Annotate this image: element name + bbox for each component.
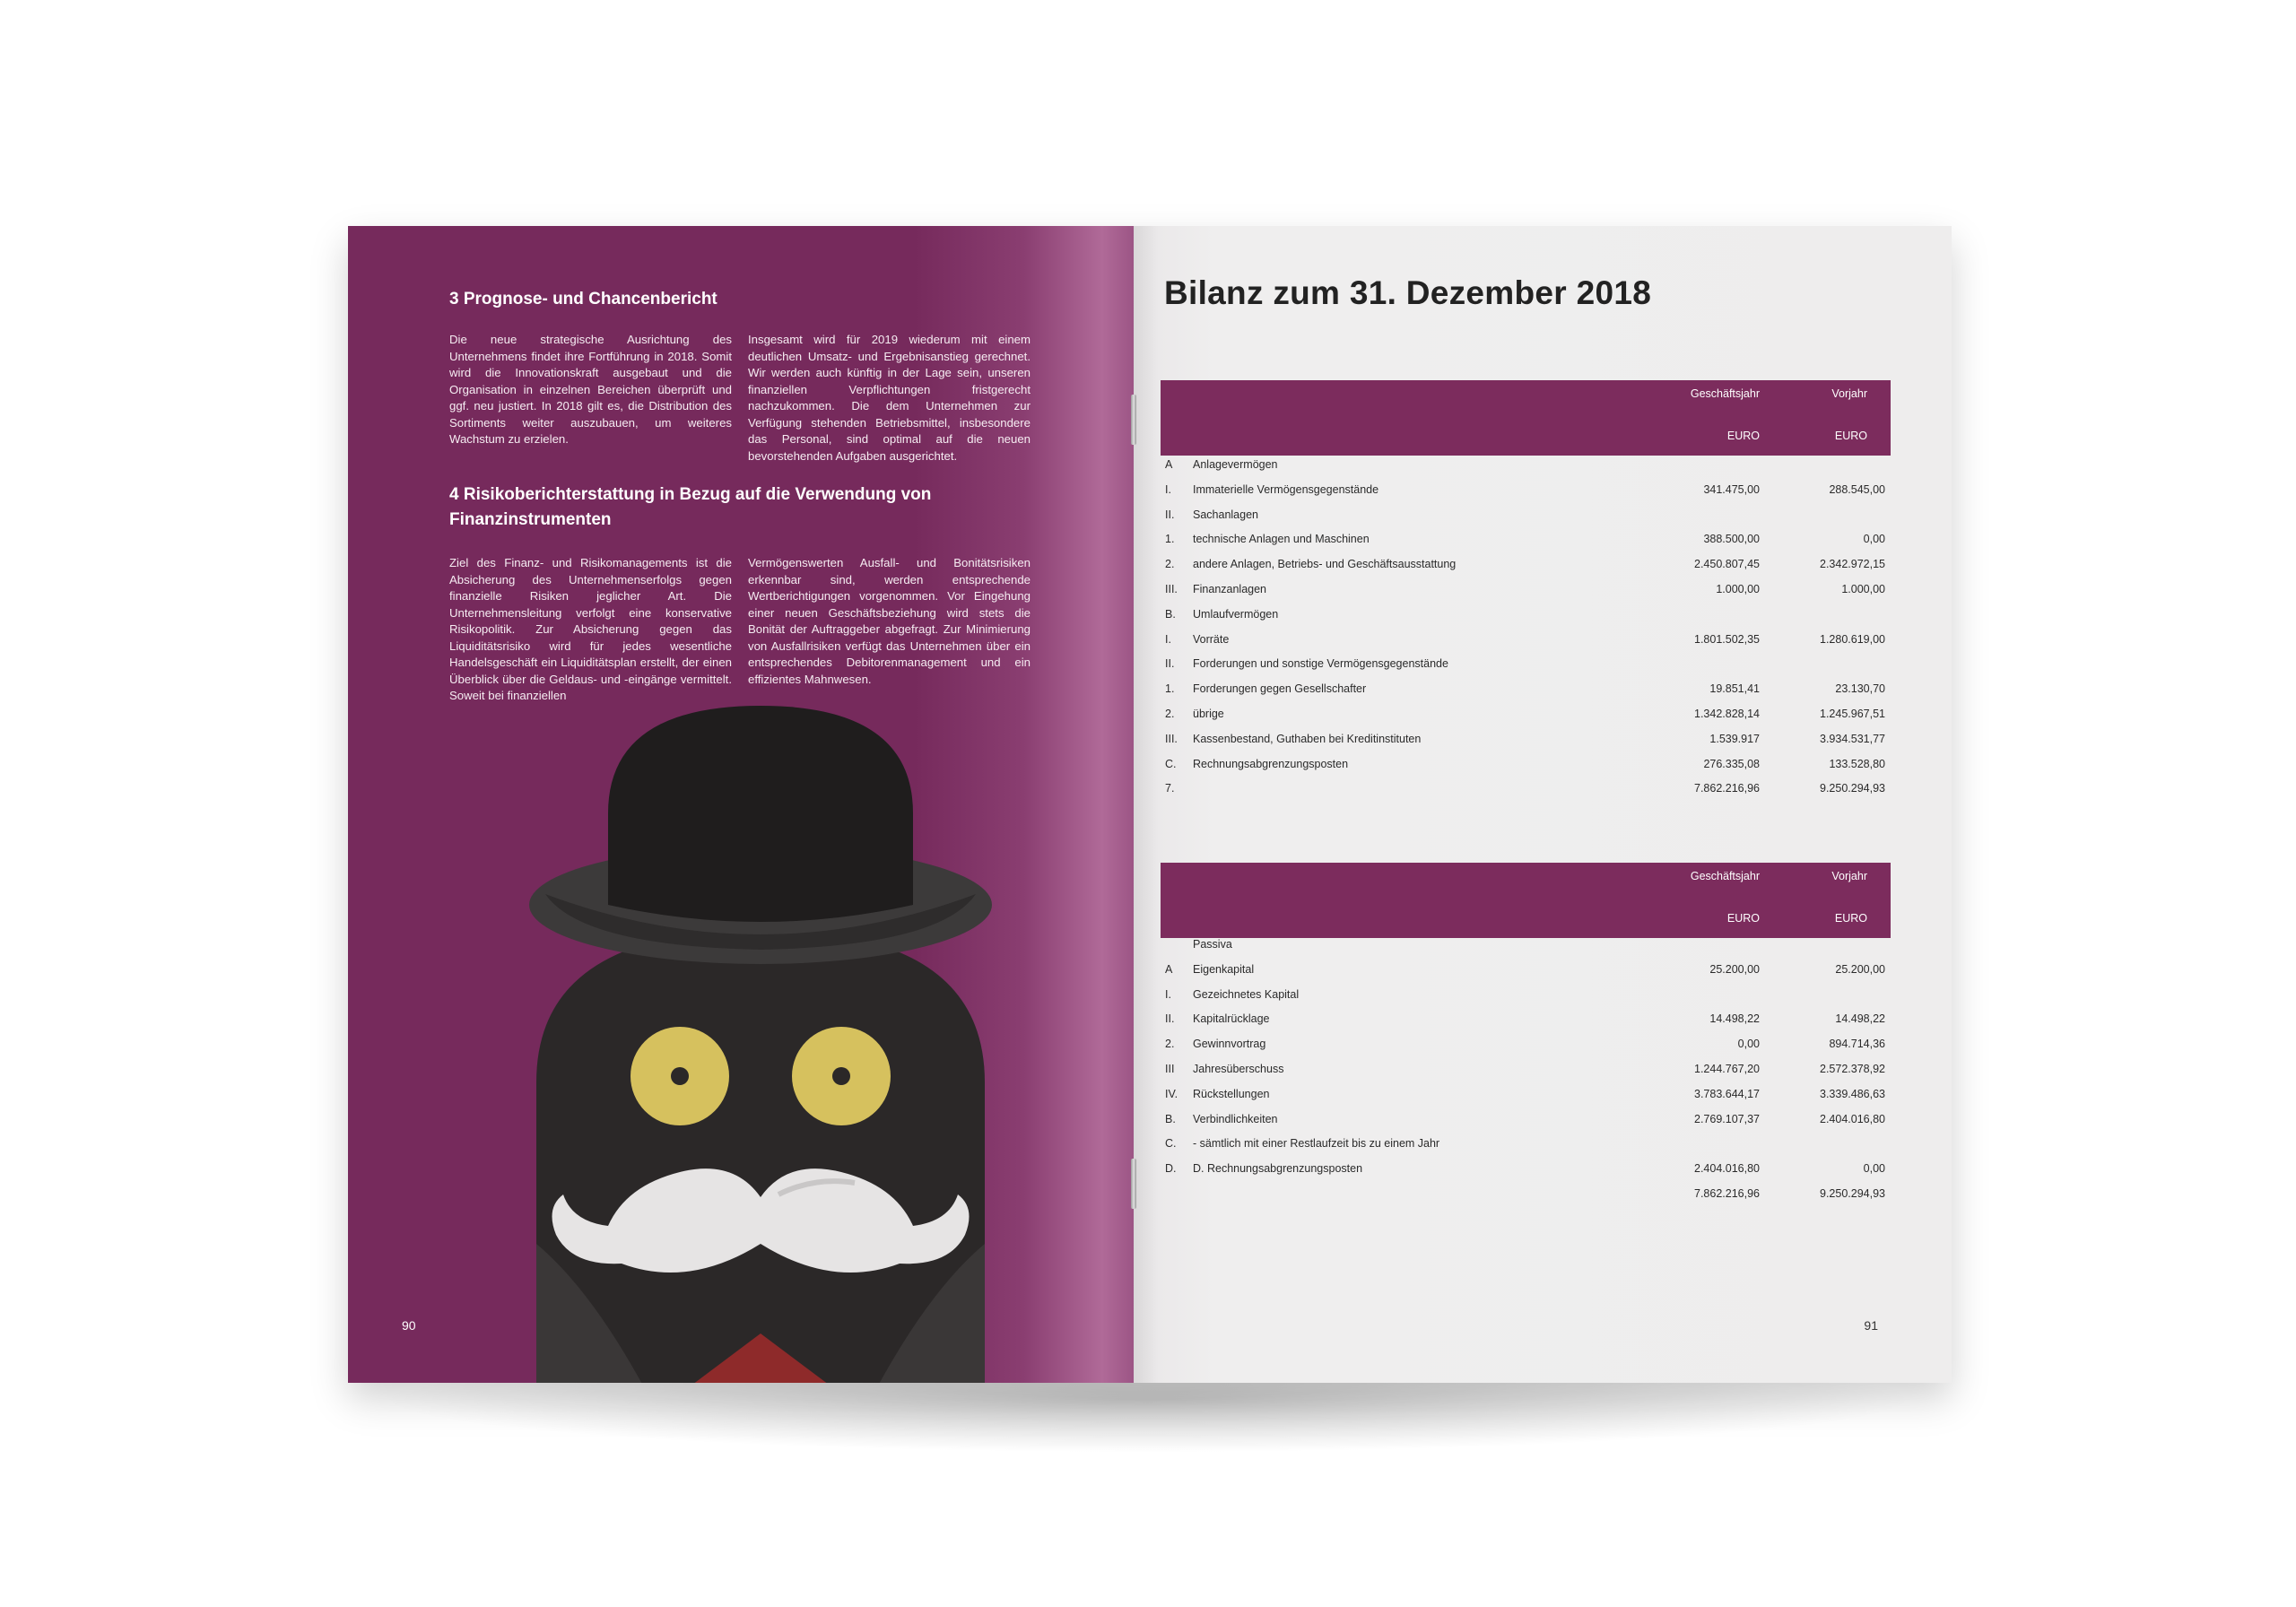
row-value-previous: 2.404.016,80 <box>1820 1112 1885 1125</box>
row-value-current: 14.498,22 <box>1709 1012 1760 1026</box>
row-code: 1. <box>1165 682 1175 696</box>
table-row <box>1161 554 1891 579</box>
row-label: Passiva <box>1193 938 1232 951</box>
table-row <box>1161 960 1891 985</box>
header-geschaeftsjahr: Geschäftsjahr <box>1690 870 1760 882</box>
table-row <box>1161 1184 1891 1209</box>
left-pupil <box>671 1067 689 1085</box>
heading-risiko: 4 Risikoberichterstattung in Bezug auf die Verwendung von Finanzinstrumenten <box>449 485 932 529</box>
table-row <box>1161 985 1891 1010</box>
row-value-current: 25.200,00 <box>1709 962 1760 976</box>
row-code: I. <box>1165 987 1171 1001</box>
text-column-1: Die neue strategische Ausrichtung des Unternehmens findet ihre Fortführung in 2018. Somit wird die Innovationskraft ausgebaut und die Organisation in einzelnen Bereichen überprüft und ggf. neu justiert. In 2018 gilt es, die Distribution des Sortiments weiter auszubauen, um weiteres Wachstum zu erzielen. <box>449 333 732 446</box>
mustache-gentleman-illustration <box>509 706 1012 1383</box>
right-pupil <box>832 1067 850 1085</box>
row-value-current: 2.769.107,37 <box>1694 1112 1760 1125</box>
page-number-left: 90 <box>402 1318 416 1333</box>
row-code: 7. <box>1165 782 1175 795</box>
header-unit-current: EURO <box>1726 912 1760 925</box>
hat-crown <box>608 706 913 922</box>
aktiva-table-body <box>1161 455 1891 804</box>
row-label: Immaterielle Vermögensgegenstände <box>1193 482 1379 496</box>
row-value-previous: 133.528,80 <box>1829 757 1885 770</box>
row-code: 1. <box>1165 533 1175 546</box>
row-code: II. <box>1165 1012 1175 1026</box>
table-row <box>1161 529 1891 554</box>
row-label: Finanzanlagen <box>1193 582 1267 595</box>
row-label: - sämtlich mit einer Restlaufzeit bis zu einem Jahr <box>1193 1137 1440 1151</box>
row-code: C. <box>1165 757 1177 770</box>
table-row <box>1161 754 1891 779</box>
row-value-previous: 9.250.294,93 <box>1820 782 1885 795</box>
row-label: Forderungen gegen Gesellschafter <box>1193 682 1367 696</box>
row-code: C. <box>1165 1137 1177 1151</box>
row-value-previous: 0,00 <box>1863 1162 1885 1176</box>
row-code: III. <box>1165 732 1178 745</box>
row-code: III. <box>1165 582 1178 595</box>
table-row <box>1161 455 1891 480</box>
character-body <box>536 930 985 1383</box>
header-vorjahr: Vorjahr <box>1831 870 1867 882</box>
row-label: Umlaufvermögen <box>1193 607 1279 621</box>
row-code: D. <box>1165 1162 1177 1176</box>
row-code: IV. <box>1165 1087 1178 1100</box>
left-page <box>348 226 1134 1383</box>
brochure-spread <box>348 226 1952 1383</box>
row-label: Kapitalrücklage <box>1193 1012 1270 1026</box>
row-value-current: 1.801.502,35 <box>1694 632 1760 646</box>
row-code: B. <box>1165 607 1176 621</box>
row-code: II. <box>1165 657 1175 671</box>
table-row <box>1161 1159 1891 1184</box>
row-value-previous: 25.200,00 <box>1835 962 1885 976</box>
row-value-previous: 894.714,36 <box>1829 1038 1885 1051</box>
row-value-current: 1.539.917 <box>1709 732 1760 745</box>
staple-top <box>1131 395 1136 445</box>
row-code: B. <box>1165 1112 1176 1125</box>
row-label: Gezeichnetes Kapital <box>1193 987 1300 1001</box>
row-value-current: 341.475,00 <box>1703 482 1760 496</box>
row-value-previous: 1.280.619,00 <box>1820 632 1885 646</box>
text-column-2: Insgesamt wird für 2019 wiederum mit einem deutlichen Umsatz- und Ergebnisanstieg gerechnet. Wir werden auch künftig in der Lage sein, unseren finanziellen Verpflichtungen fristgerecht nachzukommen. Die dem Unternehmen zur Verfügung stehenden Betriebsmittel, insbesondere das Personal, sind optimal auf die neuen bevorstehenden Aufgaben ausgerichtet. <box>748 333 1031 463</box>
row-label: Gewinnvortrag <box>1193 1038 1266 1051</box>
table-row <box>1161 1134 1891 1159</box>
table-row <box>1161 480 1891 505</box>
row-value-current: 19.851,41 <box>1709 682 1760 696</box>
row-code: A <box>1165 458 1173 471</box>
row-value-previous: 3.934.531,77 <box>1820 732 1885 745</box>
row-value-current: 2.450.807,45 <box>1694 558 1760 571</box>
right-page <box>1134 226 1952 1383</box>
table-row <box>1161 654 1891 679</box>
row-label: übrige <box>1193 707 1224 720</box>
passiva-table-body <box>1161 934 1891 1209</box>
row-value-previous: 14.498,22 <box>1835 1012 1885 1026</box>
text-column-3: Ziel des Finanz- und Risikomanagements ist die Absicherung des Unternehmenserfolgs gegen finanzielle Risiken jeglicher Art. Die Unternehmensleitung verfolgt eine konservative Risikopolitik. Zur Absicherung gegen das Liquiditätsrisiko wird für jedes wesentliche Handelsgeschäft ein Liquiditätsplan erstellt, der einen Überblick über die Geldaus- und -eingänge vermittelt. Soweit bei finanziellen <box>449 556 732 702</box>
row-value-current: 1.000,00 <box>1716 582 1760 595</box>
table-row <box>1161 778 1891 804</box>
row-label: Jahresüberschuss <box>1193 1062 1284 1075</box>
header-vorjahr: Vorjahr <box>1831 387 1867 400</box>
row-code: 2. <box>1165 707 1175 720</box>
header-unit-previous: EURO <box>1834 430 1867 442</box>
row-label: technische Anlagen und Maschinen <box>1193 533 1370 546</box>
header-unit-previous: EURO <box>1834 912 1867 925</box>
row-label: andere Anlagen, Betriebs- und Geschäftsausstattung <box>1193 558 1457 571</box>
header-geschaeftsjahr: Geschäftsjahr <box>1690 387 1760 400</box>
row-value-previous: 1.245.967,51 <box>1820 707 1885 720</box>
row-label: Forderungen und sonstige Vermögensgegenstände <box>1193 657 1448 671</box>
row-value-previous: 288.545,00 <box>1829 482 1885 496</box>
table-row <box>1161 1059 1891 1084</box>
row-code: 2. <box>1165 558 1175 571</box>
row-value-previous: 0,00 <box>1863 533 1885 546</box>
row-label: Anlagevermögen <box>1193 458 1278 471</box>
table-row <box>1161 630 1891 655</box>
row-label: Rückstellungen <box>1193 1087 1270 1100</box>
row-label: Sachanlagen <box>1193 508 1258 521</box>
row-label: Verbindlichkeiten <box>1193 1112 1278 1125</box>
table-row <box>1161 579 1891 604</box>
table-row <box>1161 1034 1891 1059</box>
staple-bottom <box>1131 1159 1136 1209</box>
row-value-current: 3.783.644,17 <box>1694 1087 1760 1100</box>
row-code: I. <box>1165 482 1171 496</box>
table-row <box>1161 1084 1891 1109</box>
row-value-current: 7.862.216,96 <box>1694 1186 1760 1200</box>
row-value-previous: 23.130,70 <box>1835 682 1885 696</box>
row-code: I. <box>1165 632 1171 646</box>
aktiva-table-header <box>1161 380 1891 456</box>
row-value-current: 0,00 <box>1737 1038 1760 1051</box>
row-label: D. Rechnungsabgrenzungsposten <box>1193 1162 1363 1176</box>
row-value-previous: 9.250.294,93 <box>1820 1186 1885 1200</box>
row-label: Vorräte <box>1193 632 1230 646</box>
passiva-table-header <box>1161 863 1891 938</box>
table-row <box>1161 505 1891 530</box>
text-column-4: Vermögenswerten Ausfall- und Bonitätsrisiken erkennbar sind, werden entsprechende Wertberichtigungen vorgenommen. Vor Eingehung einer neuen Geschäftsbeziehung wird stets die Bonität der Auftraggeber abgefragt. Zur Minimierung von Ausfallrisiken verfügt das Unternehmen über ein entsprechendes Debitorenmanagement und ein effizientes Mahnwesen. <box>748 556 1031 686</box>
table-row <box>1161 704 1891 729</box>
row-value-current: 388.500,00 <box>1703 533 1760 546</box>
row-code: III <box>1165 1062 1175 1075</box>
table-row <box>1161 679 1891 704</box>
row-value-previous: 3.339.486,63 <box>1820 1087 1885 1100</box>
row-value-previous: 2.342.972,15 <box>1820 558 1885 571</box>
row-code: A <box>1165 962 1173 976</box>
table-row <box>1161 729 1891 754</box>
row-value-current: 1.342.828,14 <box>1694 707 1760 720</box>
row-label: Eigenkapital <box>1193 962 1255 976</box>
row-code: 2. <box>1165 1038 1175 1051</box>
balance-sheet-title: Bilanz zum 31. Dezember 2018 <box>1164 274 1652 311</box>
header-unit-current: EURO <box>1726 430 1760 442</box>
row-value-current: 1.244.767,20 <box>1694 1062 1760 1075</box>
table-row <box>1161 1009 1891 1034</box>
row-value-current: 2.404.016,80 <box>1694 1162 1760 1176</box>
row-label: Rechnungsabgrenzungsposten <box>1193 757 1349 770</box>
row-code: II. <box>1165 508 1175 521</box>
page-number-right: 91 <box>1864 1318 1878 1333</box>
table-row <box>1161 1109 1891 1134</box>
heading-prognose: 3 Prognose- und Chancenbericht <box>449 290 718 308</box>
row-value-current: 276.335,08 <box>1703 757 1760 770</box>
table-row <box>1161 604 1891 630</box>
table-row <box>1161 934 1891 960</box>
row-label: Kassenbestand, Guthaben bei Kreditinstituten <box>1193 732 1422 745</box>
row-value-previous: 1.000,00 <box>1841 582 1885 595</box>
row-value-previous: 2.572.378,92 <box>1820 1062 1885 1075</box>
row-value-current: 7.862.216,96 <box>1694 782 1760 795</box>
